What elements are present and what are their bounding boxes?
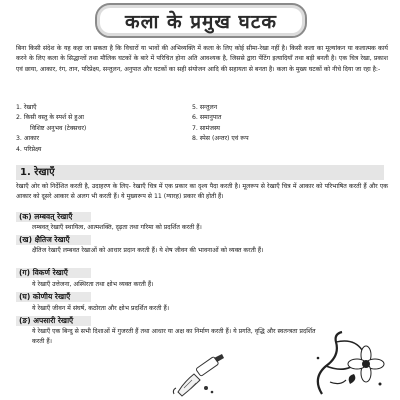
subsection-heading: (क) लम्बवत् रेखाएँ — [16, 212, 91, 222]
subsection-text: ये रेखाएँ उत्तेजना, अस्थिरता तथा क्षोभ व्यक्त करती हैं। — [32, 281, 154, 288]
elements-column-left — [16, 103, 196, 155]
list-item: 7. सामंजस्य — [192, 124, 220, 132]
chapter-title: कला के प्रमुख घटक — [125, 10, 277, 33]
list-item: 3. आकार — [16, 135, 40, 143]
list-item: 5. सन्तुलन — [192, 104, 218, 111]
subsection-text: ये रेखाएँ एक बिन्दु से सभी दिशाओं में गुजरती हैं तथा आधार या अक्ष का निर्माण करती हैं। ये प्रगति, वृद्धि और स्वतन्त्रता प्रदर्शित करती हैं। — [32, 328, 316, 346]
subsection-heading: (घ) कोणीय रेखाएँ — [16, 292, 91, 302]
elements-column-right — [192, 103, 382, 145]
subsection-heading: (ख) क्षैतिज रेखाएँ — [16, 235, 91, 245]
section-paragraph: रेखाएँ ओर को निर्देशित करती है, उदाहरण के लिए- रेखाएँ चित्र में एक प्रकार का दृश्य पैदा करती है। मूलरूप से रेखाएँ चित्र में आकार को परिभाषित करती हैं और एक आकार को दूसरे आकार से अलग भी करती हैं। ये मुख्यरूप से 11 (ग्यारह) प्रकार की होती हैं। — [16, 183, 388, 201]
list-item: 2. किसी वस्तु के स्पर्श से हुआ — [16, 114, 84, 122]
section-heading: 1. रेखाएँ — [16, 165, 384, 180]
subsection-heading: (ग) विकर्ण रेखाएँ — [16, 268, 91, 278]
list-item: 4. परिप्रेक्ष्य — [16, 145, 42, 153]
brush-and-paint-tube-icon — [170, 352, 228, 398]
intro-paragraph: बिना किसी संदेश के यह कहा जा सकता है कि विचारों या भावों की अभिव्यक्ति में कला के लिए कोई सीमा-रेखा नहीं है। किसी कला का मूल्यांकन या कलात्मक कार्य करने के लिए कला के सिद्धान्तों तथा मौलिक घटकों के बारे में परिचित होना अति आवश्यक है, जिससे द्वारा पेंटिंग इत्यादियाँ तथा बड़ी बनती है। एक चित्र रेखा, प्रकाश एवं छाया, आकार, रंग, तान, परिप्रेक्ष्य, सन्तुलन, अनुपात और घटकों का सही संयोजन आदि की सहायता से बनता है। कला के मुख्य घटकों को नीचे दिया जा रहा है:- — [16, 45, 388, 73]
subsection-text: लम्बवत् रेखाएँ स्थायित्व, आत्मशक्ति, दृढ़ता तथा गरिमा को प्रदर्शित करती हैं। — [32, 224, 202, 231]
flower-swirl-ornament-icon — [306, 328, 392, 398]
art-elements-list — [16, 103, 388, 159]
chapter-title-banner — [95, 3, 307, 38]
list-item: 8. स्पेस (अन्तर) एवं रूप — [192, 135, 249, 143]
list-item: विशिष्ट अनुभव (टेक्सचर) — [30, 124, 87, 132]
subsection-text: ये रेखाएँ जीवन में संघर्ष, कठोरता और क्षोभ प्रदर्शित करती हैं। — [32, 305, 170, 312]
list-item: 6. समानुपात — [192, 114, 222, 122]
list-item: 1. रेखाएँ — [16, 104, 37, 111]
subsection-heading: (ङ) अपसारी रेखाएँ — [16, 316, 91, 326]
subsection-text: क्षैतिज रेखाएँ लम्बवत रेखाओं को आधार प्रदान करती हैं। ये शेष जीवन की भावनाओं को व्यक्त करती हैं। — [32, 247, 264, 254]
